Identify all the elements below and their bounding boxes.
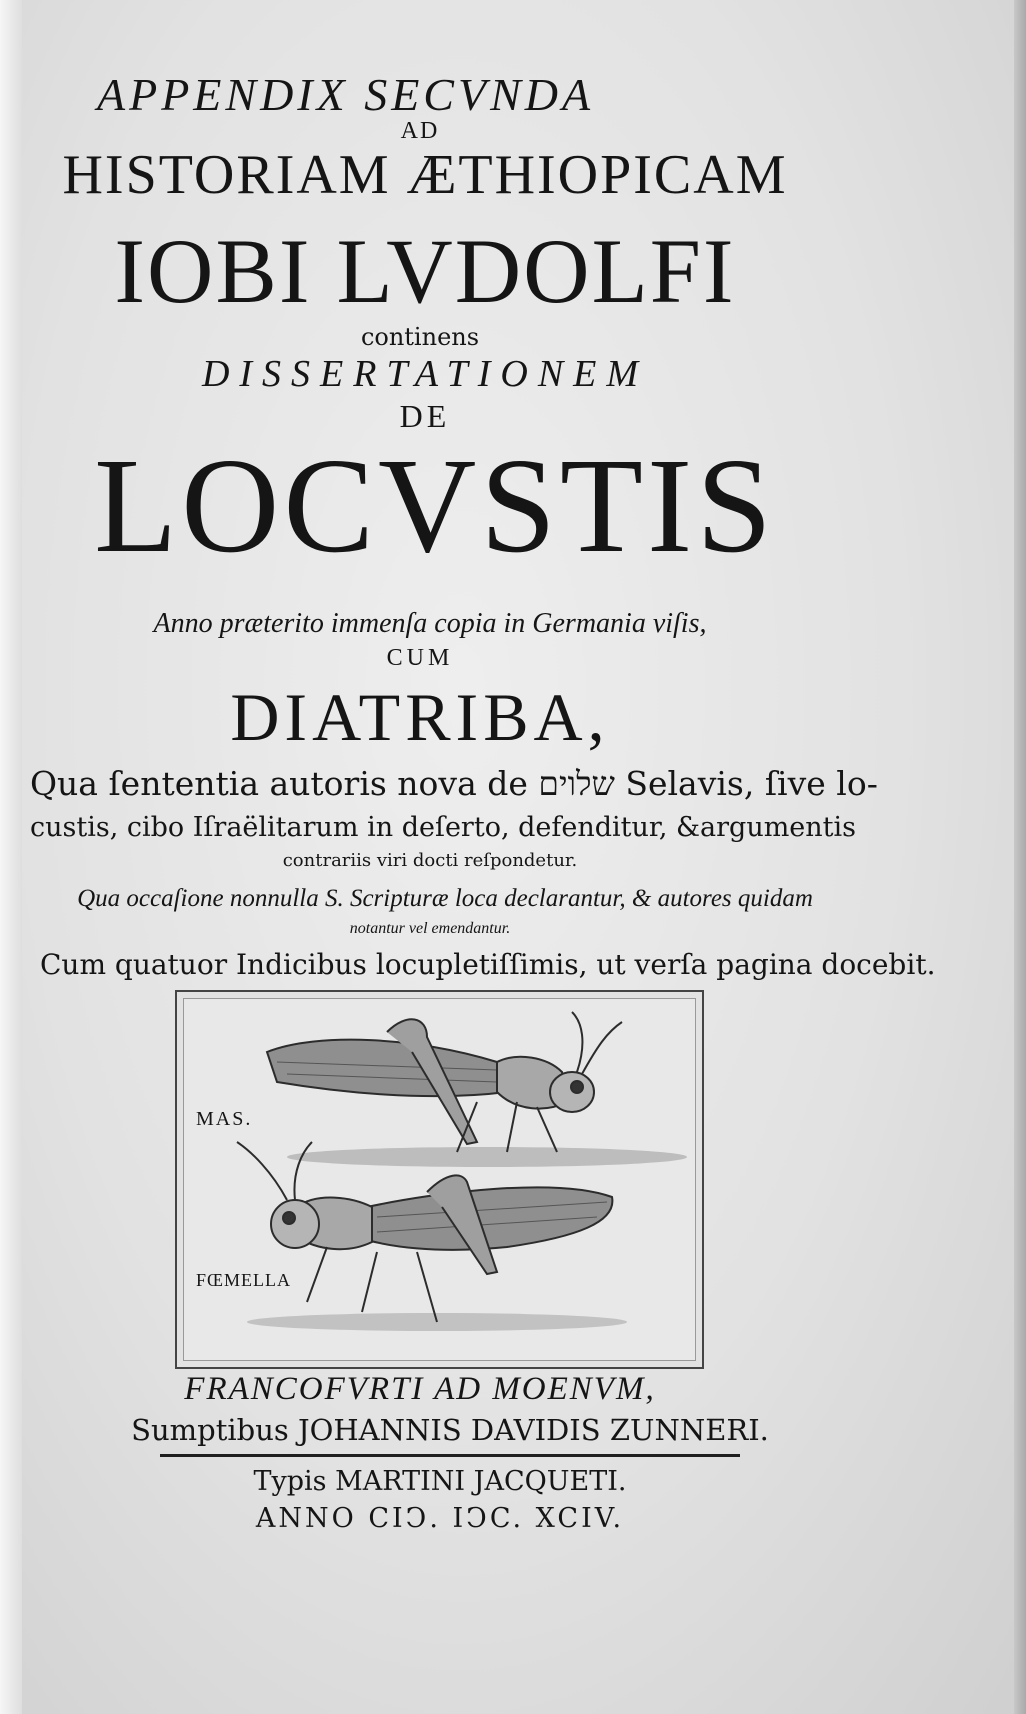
locust-illustration <box>177 992 702 1367</box>
page-left-edge <box>0 0 22 1714</box>
imprint-typis: Typis MARTINI JACQUETI. <box>253 1466 627 1497</box>
author-name: IOBI LVDOLFI <box>114 220 736 322</box>
label-female: FŒMELLA <box>196 1270 292 1290</box>
locust-engraving <box>175 990 704 1369</box>
description-line-6: Cum quatuor Indicibus locupletiſſimis, ut verſa pagina docebit. <box>40 948 936 981</box>
anno-praeterito-line: Anno præterito immenſa copia in Germania viſis, <box>153 608 707 639</box>
female-locust-figure <box>237 1142 627 1331</box>
cum-line: CUM <box>386 645 454 671</box>
appendix-heading: APPENDIX SECVNDA <box>97 69 595 120</box>
description-line-1: Qua ſententia autoris nova de שלוים Selavis, ſive lo- <box>30 764 878 803</box>
imprint-place: FRANCOFVRTI AD MOENVM, <box>184 1371 656 1407</box>
ad-line: AD <box>400 118 440 144</box>
description-line-4: Qua occaſione nonnulla S. Scripturæ loca declarantur, & autores quidam <box>77 885 813 912</box>
label-male: MAS. <box>196 1108 253 1130</box>
page-right-edge <box>1014 0 1026 1714</box>
male-locust-figure <box>267 1012 687 1167</box>
imprint-sumptibus: Sumptibus JOHANNIS DAVIDIS ZUNNERI. <box>131 1413 769 1447</box>
historiam-heading: HISTORIAM ÆTHIOPICAM <box>62 144 788 206</box>
imprint-year: ANNO CIↃ. IↃC. XCIV. <box>255 1503 625 1534</box>
description-line-3: contrariis viri docti reſpondetur. <box>282 850 578 871</box>
main-title: LOCVSTIS <box>94 431 776 581</box>
imprint-divider <box>160 1454 740 1457</box>
description-line-5: notantur vel emendantur. <box>349 920 511 937</box>
description-line-2: custis, cibo Iſraëlitarum in deſerto, defenditur, &argumentis <box>30 812 857 843</box>
de-line: DE <box>399 398 451 434</box>
diatriba-heading: DIATRIBA, <box>230 679 610 755</box>
dissertationem-line: DISSERTATIONEM <box>201 353 649 395</box>
continens-line: continens <box>360 323 480 351</box>
